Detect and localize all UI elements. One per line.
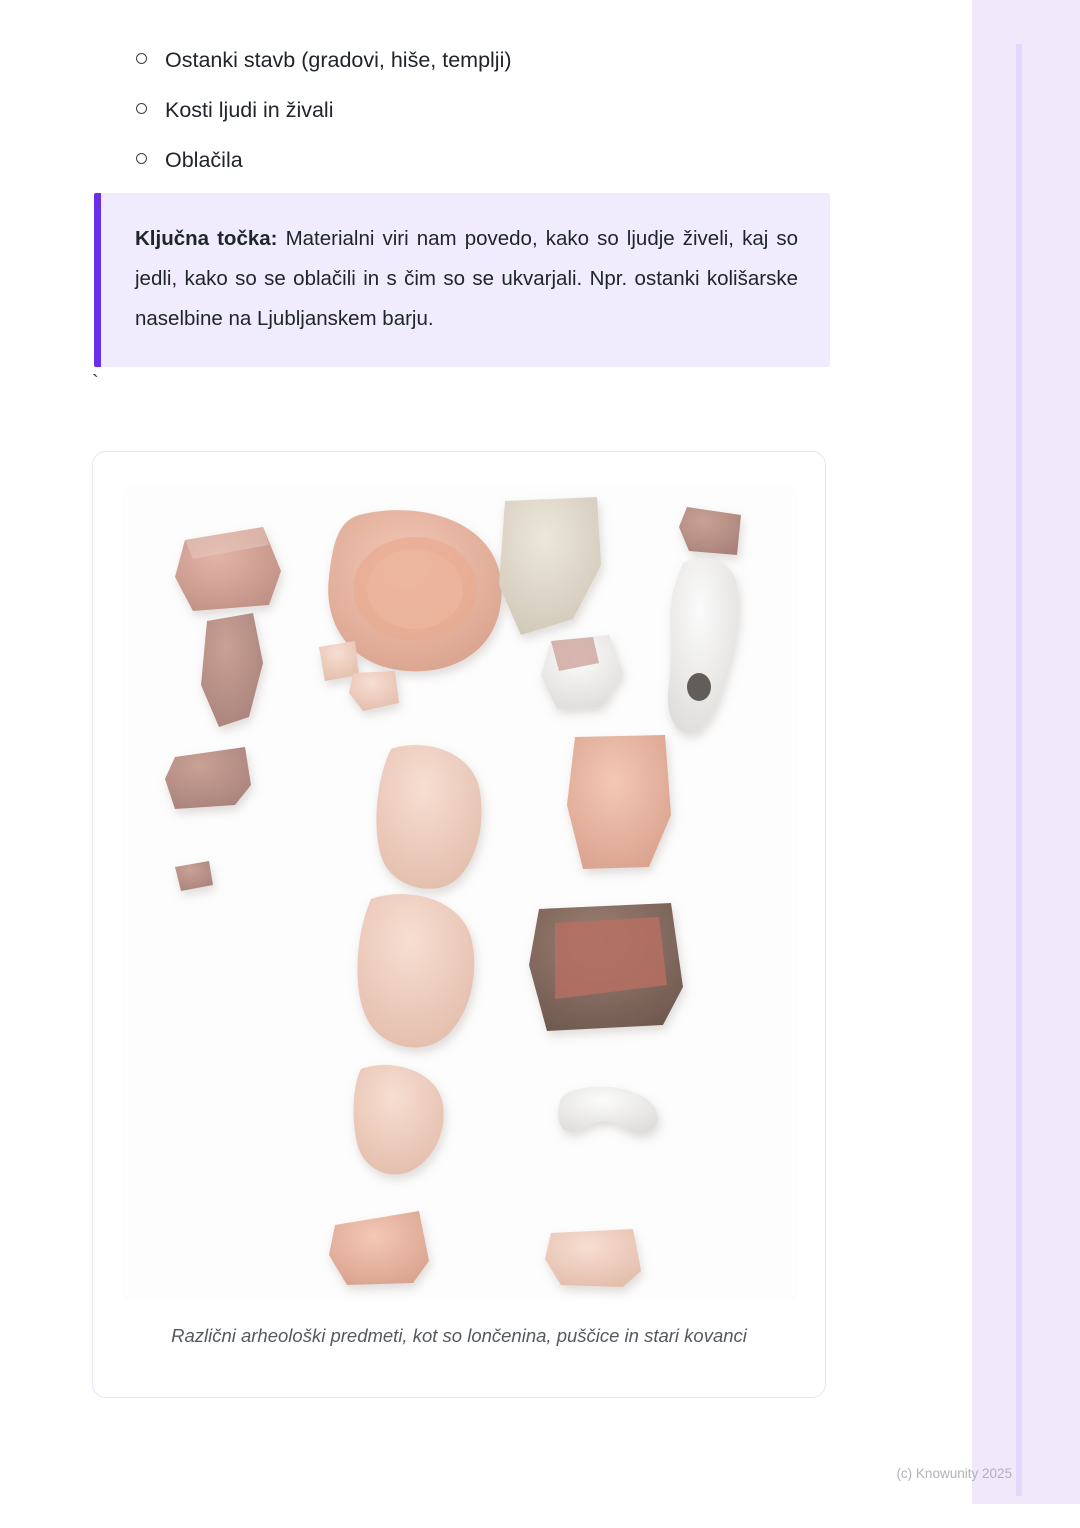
bullet-circle-icon [136,53,147,64]
list-item-label: Kosti ljudi in živali [165,98,334,123]
list-item [94,46,854,75]
bullet-circle-icon [136,103,147,114]
page-side-band [972,0,1080,1504]
page-footer: (c) Knowunity 2025 [896,1466,1012,1481]
page-side-band-stripe [1016,44,1022,1496]
bullet-circle-icon [136,153,147,164]
callout-text: Materialni viri nam povedo, kako so ljudje živeli, kaj so jedli, kako so se oblačili in s čim so se ukvarjali. Npr. ostanki kolišarske naselbine na Ljubljanskem barju. [135,227,798,330]
key-point-callout [94,193,830,367]
callout-label: Ključna točka: [135,227,278,250]
pottery-sherds-illustration [123,485,797,1300]
figure-caption: Različni arheološki predmeti, kot so lončenina, puščice in stari kovanci [171,1325,747,1346]
list-item [94,146,854,175]
list-item-label: Oblačila [165,148,243,173]
bullet-list [94,46,854,196]
stray-backtick: ` [92,372,99,394]
list-item [94,96,854,125]
callout-paragraph [135,219,798,339]
archaeology-photo [123,485,797,1300]
figure-card [92,451,826,1398]
list-item-label: Ostanki stavb (gradovi, hiše, templji) [165,48,512,72]
